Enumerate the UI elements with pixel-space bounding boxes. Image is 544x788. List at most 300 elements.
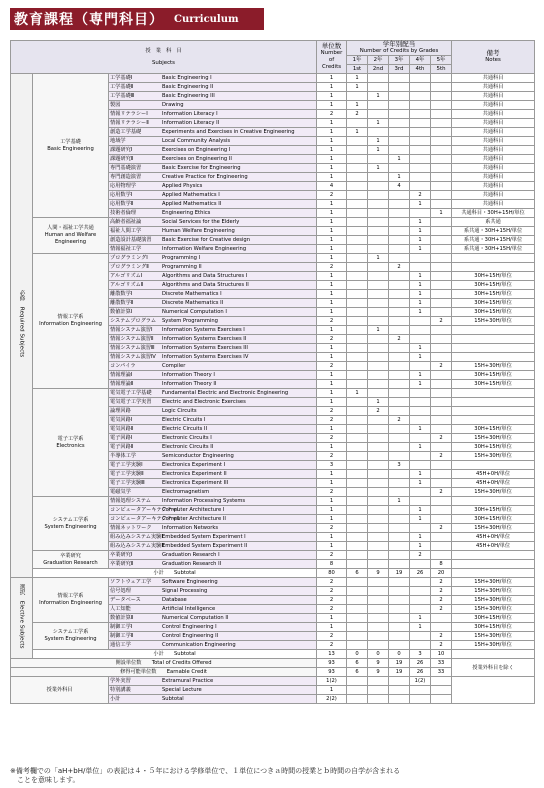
subject-name-en: Information Processing Systems <box>162 498 246 504</box>
subject-cell <box>109 371 317 380</box>
extra-grade-5 <box>431 686 452 695</box>
grade-cell-1 <box>347 155 368 164</box>
grade-cell-5 <box>431 353 452 362</box>
grade-cell-2 <box>368 344 389 353</box>
category-name-en: System Engineering <box>44 636 97 642</box>
extra-grade-2 <box>368 686 389 695</box>
category-name-jp: 工学基礎 <box>60 138 81 145</box>
grade-cell-4 <box>410 182 431 191</box>
grade-cell-5: 2 <box>431 434 452 443</box>
grade-cell-4 <box>410 146 431 155</box>
credits-cell: 2 <box>317 452 347 461</box>
grade-cell-1 <box>347 623 368 632</box>
page-title-en: Curriculum <box>174 13 239 25</box>
credits-cell: 1 <box>317 200 347 209</box>
note-cell: 共通科目 <box>452 74 535 83</box>
subject-cell <box>109 533 317 542</box>
note-cell: 30H+15H/単位 <box>452 425 535 434</box>
totals-grade-5: 33 <box>431 668 452 677</box>
note-cell: 15H+30H/単位 <box>452 578 535 587</box>
subject-cell <box>109 110 317 119</box>
grade-header-2: 2年 <box>368 56 389 65</box>
category-name-jp: 情報工学系 <box>57 314 84 320</box>
grade-cell-3: 1 <box>389 497 410 506</box>
subject-name-jp: 卒業研究Ⅱ <box>110 561 134 567</box>
grade-cell-5: 2 <box>431 524 452 533</box>
grade-cell-2 <box>368 308 389 317</box>
grade-cell-5 <box>431 443 452 452</box>
extra-grade-4 <box>410 695 431 704</box>
credits-cell: 2 <box>317 362 347 371</box>
subject-name-en: Embedded System Experiment I <box>162 534 246 540</box>
grade-cell-1 <box>347 407 368 416</box>
subject-name-en: Electric and Electronic Exercises <box>162 399 246 405</box>
extra-subject-en: Special Lecture <box>162 687 202 693</box>
category-name-jp: 電子工学系 <box>57 435 84 442</box>
grades-header <box>347 41 452 56</box>
extra-grade-5 <box>431 677 452 686</box>
subject-name-jp: 専門基礎演習 <box>110 165 142 171</box>
grade-cell-2 <box>368 461 389 470</box>
grade-cell-5: 8 <box>431 560 452 569</box>
note-cell: 15H+30H/単位 <box>452 362 535 371</box>
footnote-line-1: ※備考欄での「aH+bH/単位」の表記は４・５年における学修単位で、１単位につきａ時間の授業とｂ時間の自学が含まれる <box>10 767 401 775</box>
credits-cell: 1 <box>317 308 347 317</box>
grade-cell-4: 1 <box>410 425 431 434</box>
elective-subtotal-row <box>11 650 535 659</box>
grade-cell-1 <box>347 515 368 524</box>
credits-header <box>317 41 347 74</box>
subject-cell <box>109 191 317 200</box>
required-row <box>11 74 535 83</box>
grade-cell-1 <box>347 272 368 281</box>
credits-cell: 1 <box>317 128 347 137</box>
totals-grade-1: 6 <box>347 659 368 668</box>
credits-cell: 3 <box>317 461 347 470</box>
grade-cell-1: 2 <box>347 110 368 119</box>
grade-cell-3 <box>389 200 410 209</box>
grade-cell-1 <box>347 164 368 173</box>
required-subtotal-row <box>11 569 535 578</box>
subject-name-en: Compiler <box>162 363 186 369</box>
credits-cell: 1 <box>317 614 347 623</box>
subject-name-jp: 福祉人間工学 <box>110 228 142 234</box>
subject-name-en: Information Literacy I <box>162 111 218 117</box>
credits-cell: 1 <box>317 290 347 299</box>
grade-header-en-1: 1st <box>347 65 368 74</box>
note-cell: 共通科目 <box>452 164 535 173</box>
elective-subtotal-grade-1: 0 <box>347 650 368 659</box>
grade-cell-5 <box>431 407 452 416</box>
subject-cell <box>109 389 317 398</box>
subject-name-jp: 数値計算Ⅱ <box>110 615 134 621</box>
note-cell: 30H+15H/単位 <box>452 308 535 317</box>
required-row <box>11 254 535 263</box>
grade-cell-3 <box>389 551 410 560</box>
required-type-en: Required Subjects <box>18 307 25 358</box>
subject-cell <box>109 83 317 92</box>
grade-cell-5 <box>431 110 452 119</box>
grade-cell-5 <box>431 218 452 227</box>
grade-cell-1 <box>347 137 368 146</box>
elective-subtotal-label: 小計 Subtotal <box>33 650 317 659</box>
required-subtotal-grade-4: 26 <box>410 569 431 578</box>
grade-cell-1 <box>347 632 368 641</box>
note-cell: 30H+15H/単位 <box>452 371 535 380</box>
grade-cell-1 <box>347 209 368 218</box>
grade-cell-2 <box>368 281 389 290</box>
grade-cell-3 <box>389 542 410 551</box>
subject-name-jp: 電気電子工学基礎 <box>110 390 152 396</box>
extra-subject-cell <box>109 695 317 704</box>
grade-cell-2 <box>368 497 389 506</box>
grade-cell-1 <box>347 434 368 443</box>
grade-cell-3 <box>389 218 410 227</box>
grade-cell-5 <box>431 272 452 281</box>
grade-cell-3 <box>389 434 410 443</box>
credits-cell: 2 <box>317 407 347 416</box>
grade-cell-3 <box>389 146 410 155</box>
subject-name-jp: 離散数学Ⅰ <box>110 291 133 297</box>
required-subtotal-note <box>452 569 535 578</box>
grade-cell-4 <box>410 452 431 461</box>
subject-name-jp: 高齢者福祉論 <box>110 219 142 225</box>
grade-cell-5 <box>431 398 452 407</box>
credits-cell: 2 <box>317 335 347 344</box>
subject-name-jp: 電子工学実験Ⅰ <box>110 462 143 468</box>
category-cell <box>33 389 109 497</box>
subject-cell <box>109 281 317 290</box>
subject-cell <box>109 497 317 506</box>
subject-name-jp: 数値計算Ⅰ <box>110 309 133 315</box>
note-cell: 15H+30H/単位 <box>452 596 535 605</box>
subject-name-jp: プログラミングⅡ <box>110 264 149 270</box>
subject-name-en: Embedded System Experiment II <box>162 543 248 549</box>
totals-label <box>11 659 317 668</box>
grade-cell-1 <box>347 308 368 317</box>
subject-name-jp: 応用数学Ⅱ <box>110 201 134 207</box>
subject-name-en: Information Systems Exercises III <box>162 345 248 351</box>
credits-cell: 1 <box>317 470 347 479</box>
subject-name-jp: 課題研究Ⅱ <box>110 156 134 162</box>
grade-cell-4: 1 <box>410 290 431 299</box>
credits-cell: 1 <box>317 119 347 128</box>
elective-row <box>11 578 535 587</box>
subject-name-jp: 情報理論Ⅰ <box>110 372 133 378</box>
grade-cell-4 <box>410 362 431 371</box>
subject-name-jp: 制御工学Ⅰ <box>110 624 133 630</box>
subject-name-jp: 製図 <box>110 102 121 108</box>
grade-cell-1 <box>347 452 368 461</box>
credits-cell: 1 <box>317 542 347 551</box>
note-cell: 共通科目 <box>452 83 535 92</box>
grade-cell-4: 2 <box>410 551 431 560</box>
note-cell: 共通科目 <box>452 128 535 137</box>
subject-name-en: Control Engineering II <box>162 633 219 639</box>
grade-cell-4 <box>410 497 431 506</box>
subject-cell <box>109 218 317 227</box>
grade-cell-4: 1 <box>410 272 431 281</box>
totals-note: 授業外科目を除く <box>452 659 535 677</box>
grade-cell-5 <box>431 182 452 191</box>
grade-cell-2: 1 <box>368 137 389 146</box>
elective-subtotal-credits: 13 <box>317 650 347 659</box>
credits-cell: 1 <box>317 443 347 452</box>
grade-cell-3 <box>389 641 410 650</box>
note-cell: 共通科目 <box>452 182 535 191</box>
totals-label <box>11 668 317 677</box>
subject-name-jp: 離散数学Ⅱ <box>110 300 134 306</box>
grade-cell-2 <box>368 272 389 281</box>
grade-cell-3 <box>389 632 410 641</box>
credits-cell: 2 <box>317 587 347 596</box>
grade-cell-5: 2 <box>431 596 452 605</box>
grade-cell-5 <box>431 137 452 146</box>
subject-name-jp: アルゴリズムⅡ <box>110 282 144 288</box>
grade-cell-2 <box>368 191 389 200</box>
credits-cell: 2 <box>317 191 347 200</box>
extra-grade-2 <box>368 695 389 704</box>
grade-cell-5 <box>431 227 452 236</box>
category-cell <box>33 74 109 218</box>
page-header <box>10 8 264 30</box>
grade-cell-3 <box>389 227 410 236</box>
subject-name-en: Information Networks <box>162 525 219 531</box>
grade-cell-5 <box>431 335 452 344</box>
credits-cell: 8 <box>317 560 347 569</box>
grade-cell-3 <box>389 587 410 596</box>
credits-cell: 2 <box>317 596 347 605</box>
grade-cell-1 <box>347 227 368 236</box>
totals-credits: 93 <box>317 659 347 668</box>
grade-cell-1: 1 <box>347 389 368 398</box>
grade-header-1: 1年 <box>347 56 368 65</box>
grade-cell-4: 1 <box>410 218 431 227</box>
grade-cell-2 <box>368 353 389 362</box>
grade-cell-2 <box>368 623 389 632</box>
grade-cell-3 <box>389 470 410 479</box>
grade-cell-4 <box>410 110 431 119</box>
totals-grade-5: 33 <box>431 659 452 668</box>
grade-cell-4: 1 <box>410 533 431 542</box>
credits-cell: 2 <box>317 110 347 119</box>
grade-cell-5 <box>431 479 452 488</box>
credits-cell: 1 <box>317 155 347 164</box>
credits-cell: 1 <box>317 353 347 362</box>
grade-cell-1 <box>347 479 368 488</box>
grades-header-jp: 学年別配当 <box>382 40 416 48</box>
credits-cell: 2 <box>317 434 347 443</box>
note-cell: 45H+0H/単位 <box>452 533 535 542</box>
category-cell <box>33 254 109 389</box>
subject-name-jp: 地域学 <box>110 138 126 144</box>
extra-category-cell: 授業外科目 <box>11 677 109 704</box>
grade-cell-5 <box>431 92 452 101</box>
totals-label-jp: 開設単位数 <box>115 660 142 666</box>
credits-cell: 1 <box>317 164 347 173</box>
grade-cell-5: 2 <box>431 362 452 371</box>
subject-cell <box>109 227 317 236</box>
required-row <box>11 551 535 560</box>
grade-cell-4 <box>410 119 431 128</box>
required-type-jp: 必修 <box>18 290 25 302</box>
grade-cell-1 <box>347 182 368 191</box>
grade-cell-2 <box>368 425 389 434</box>
grade-cell-3 <box>389 344 410 353</box>
note-cell <box>452 254 535 263</box>
grade-cell-5 <box>431 623 452 632</box>
credits-cell: 2 <box>317 263 347 272</box>
note-cell: 15H+30H/単位 <box>452 587 535 596</box>
subject-name-jp: 論理回路 <box>110 408 131 414</box>
credits-cell: 4 <box>317 182 347 191</box>
credits-cell: 1 <box>317 83 347 92</box>
note-cell: 30H+15H/単位 <box>452 515 535 524</box>
grade-cell-1 <box>347 119 368 128</box>
category-name-jp: システム工学系 <box>52 516 89 523</box>
note-cell: 30H+15H/単位 <box>452 623 535 632</box>
extra-credits: 2(2) <box>317 695 347 704</box>
grade-cell-5 <box>431 533 452 542</box>
grade-cell-3 <box>389 506 410 515</box>
grade-cell-2 <box>368 74 389 83</box>
notes-header-jp: 備考 <box>486 49 500 57</box>
grade-cell-2 <box>368 182 389 191</box>
subject-name-jp: 組み込みシステム実験Ⅰ <box>110 534 163 540</box>
subject-name-en: Electronics Experiment II <box>162 471 227 477</box>
extra-subject-jp: 学外実習 <box>110 678 131 684</box>
category-name-en: Human and Welfare Engineering <box>44 232 97 245</box>
note-cell: 45H+0H/単位 <box>452 479 535 488</box>
footnote <box>10 767 538 785</box>
subject-cell <box>109 245 317 254</box>
grade-cell-1 <box>347 380 368 389</box>
grade-cell-5: 1 <box>431 209 452 218</box>
grade-cell-4 <box>410 524 431 533</box>
subject-cell <box>109 380 317 389</box>
grade-cell-5 <box>431 119 452 128</box>
subject-name-en: Creative Practice for Engineering <box>162 174 248 180</box>
grade-cell-2 <box>368 245 389 254</box>
grade-cell-1 <box>347 641 368 650</box>
grade-cell-1 <box>347 596 368 605</box>
credits-cell: 1 <box>317 281 347 290</box>
subject-name-jp: 工学基礎Ⅰ <box>110 75 133 81</box>
grade-cell-1 <box>347 587 368 596</box>
grade-cell-4 <box>410 83 431 92</box>
subject-name-jp: 技術者倫理 <box>110 210 136 216</box>
grade-cell-3 <box>389 281 410 290</box>
credits-header-en3: Credits <box>321 64 342 70</box>
grade-cell-4 <box>410 596 431 605</box>
grade-cell-5 <box>431 128 452 137</box>
subject-name-jp: 情報システム演習Ⅱ <box>110 336 154 342</box>
grade-cell-2 <box>368 209 389 218</box>
grade-cell-2 <box>368 236 389 245</box>
extra-subject-en: Extramural Practice <box>162 678 214 684</box>
grade-cell-1 <box>347 605 368 614</box>
elective-type-cell <box>11 578 33 659</box>
note-cell: 系共通 <box>452 218 535 227</box>
grade-cell-4: 1 <box>410 281 431 290</box>
subject-cell <box>109 146 317 155</box>
grade-cell-4 <box>410 254 431 263</box>
grade-cell-3: 2 <box>389 335 410 344</box>
grade-cell-2 <box>368 488 389 497</box>
subject-name-en: Information Literacy II <box>162 120 220 126</box>
grade-cell-5: 2 <box>431 605 452 614</box>
grade-cell-2 <box>368 596 389 605</box>
note-cell: 系共通・30H+15H/単位 <box>452 245 535 254</box>
grade-cell-5: 2 <box>431 488 452 497</box>
subject-name-jp: 情報ネットワーク <box>110 525 152 531</box>
subject-cell <box>109 236 317 245</box>
subject-cell <box>109 299 317 308</box>
credits-cell: 2 <box>317 632 347 641</box>
subject-cell <box>109 326 317 335</box>
subject-name-en: Graduation Research II <box>162 561 222 567</box>
grade-cell-4: 1 <box>410 245 431 254</box>
grade-cell-3 <box>389 605 410 614</box>
subject-cell <box>109 344 317 353</box>
grade-cell-3 <box>389 290 410 299</box>
subject-name-en: Experiments and Exercises in Creative Engineering <box>162 129 295 135</box>
subject-name-jp: 専門創造演習 <box>110 174 142 180</box>
required-row <box>11 218 535 227</box>
subject-name-en: Electronics Experiment III <box>162 480 229 486</box>
grade-cell-2 <box>368 605 389 614</box>
note-cell: 系共通・30H+15H/単位 <box>452 227 535 236</box>
note-cell <box>452 407 535 416</box>
totals-grade-2: 9 <box>368 659 389 668</box>
totals-grade-3: 19 <box>389 668 410 677</box>
subject-cell <box>109 155 317 164</box>
grade-cell-2 <box>368 389 389 398</box>
subject-name-jp: 創造設計基礎演習 <box>110 237 152 243</box>
grade-cell-3 <box>389 272 410 281</box>
category-cell <box>33 578 109 623</box>
subject-name-en: Applied Physics <box>162 183 203 189</box>
subject-name-en: Discrete Mathematics II <box>162 300 224 306</box>
grade-cell-2: 1 <box>368 146 389 155</box>
subject-name-jp: 人工知能 <box>110 606 131 612</box>
credits-cell: 1 <box>317 389 347 398</box>
category-name-en: Information Engineering <box>39 321 102 327</box>
credits-cell: 2 <box>317 551 347 560</box>
grade-cell-3: 2 <box>389 416 410 425</box>
grade-cell-5 <box>431 101 452 110</box>
grade-cell-4 <box>410 326 431 335</box>
grade-cell-4: 1 <box>410 299 431 308</box>
required-subtotal-grade-2: 9 <box>368 569 389 578</box>
subject-name-jp: 情報福祉工学 <box>110 246 142 252</box>
subject-name-en: Basic Engineering III <box>162 93 215 99</box>
category-name-en: Graduation Research <box>43 559 98 566</box>
subject-name-jp: 応用数学Ⅰ <box>110 192 133 198</box>
grade-cell-1 <box>347 263 368 272</box>
extra-subject-cell <box>109 677 317 686</box>
grade-cell-5 <box>431 263 452 272</box>
grade-cell-3 <box>389 623 410 632</box>
grade-cell-5: 2 <box>431 587 452 596</box>
note-cell: 共通科目 <box>452 191 535 200</box>
grade-cell-3 <box>389 254 410 263</box>
grade-cell-2 <box>368 155 389 164</box>
required-subtotal-grade-3: 19 <box>389 569 410 578</box>
grade-cell-4 <box>410 578 431 587</box>
grade-cell-3 <box>389 425 410 434</box>
subject-name-en: Electronic Circuits I <box>162 435 212 441</box>
